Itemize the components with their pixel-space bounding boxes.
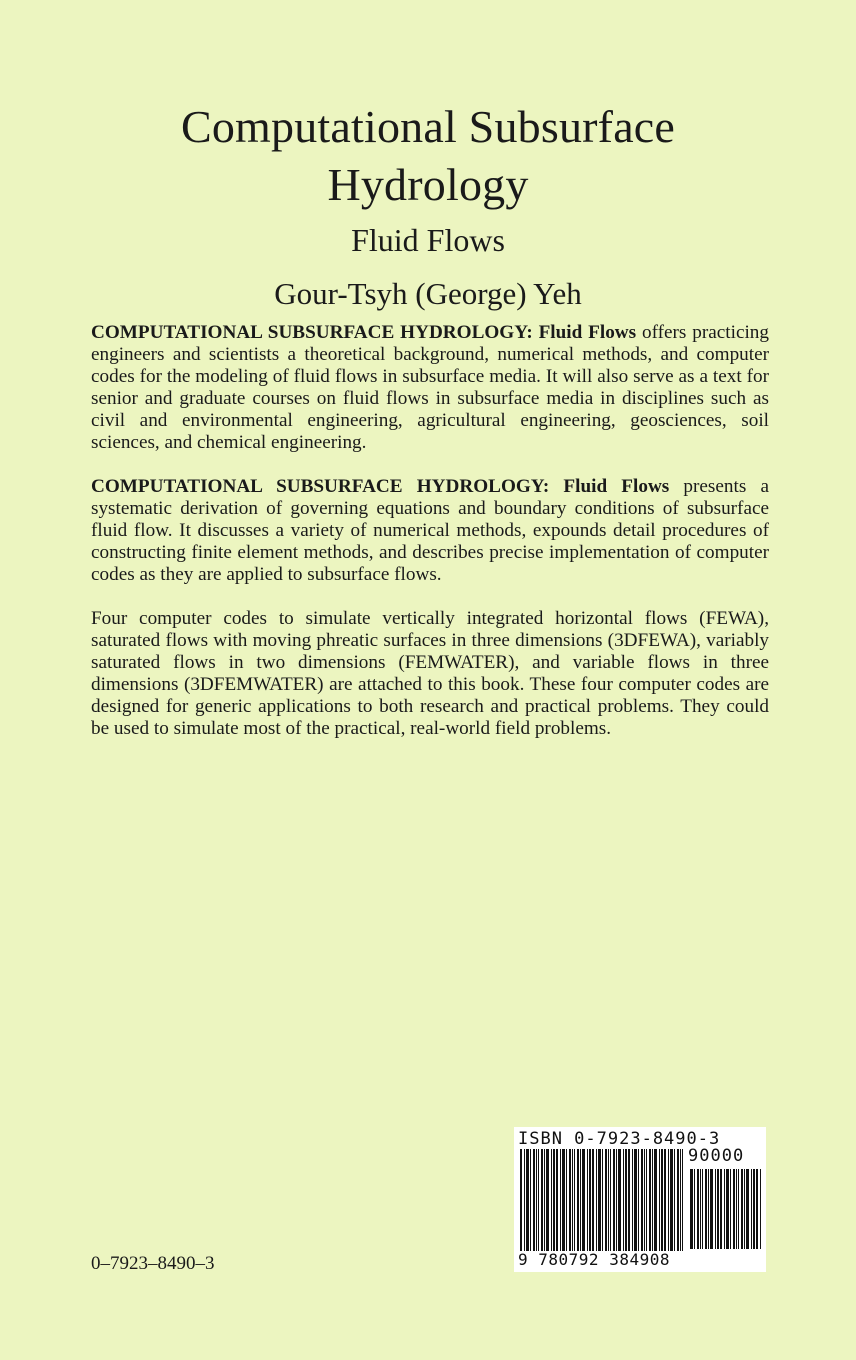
barcode-bar bbox=[668, 1149, 669, 1251]
barcode-bar bbox=[625, 1149, 627, 1251]
barcode-bar bbox=[744, 1169, 745, 1249]
barcode-bar bbox=[741, 1169, 743, 1249]
barcode-bar bbox=[700, 1169, 701, 1249]
price-code: 90000 bbox=[688, 1146, 745, 1166]
barcode bbox=[514, 1127, 766, 1272]
barcode-bar bbox=[682, 1149, 683, 1251]
barcode-bar bbox=[616, 1149, 617, 1251]
barcode-bar bbox=[582, 1149, 585, 1251]
barcode-bar bbox=[569, 1149, 571, 1251]
barcode-bar bbox=[560, 1149, 561, 1251]
barcode-bar bbox=[596, 1149, 597, 1251]
barcode-bar bbox=[628, 1149, 630, 1251]
barcode-bar bbox=[602, 1149, 603, 1251]
barcode-bar bbox=[538, 1149, 539, 1251]
barcode-bar bbox=[694, 1169, 695, 1249]
barcode-bar bbox=[644, 1149, 645, 1251]
barcode-bar bbox=[634, 1149, 637, 1251]
barcode-bar bbox=[705, 1169, 707, 1249]
barcode-bar bbox=[724, 1169, 725, 1249]
barcode-bar bbox=[574, 1149, 575, 1251]
barcode-bar bbox=[664, 1149, 666, 1251]
barcode-bar bbox=[690, 1169, 693, 1249]
barcode-bar bbox=[618, 1149, 621, 1251]
barcode-bar bbox=[652, 1149, 653, 1251]
barcode-bar bbox=[623, 1149, 624, 1251]
description-paragraph-3: Four computer codes to simulate vertically integrated horizontal flows (FEWA), saturated flows with moving phreatic surfaces in three dimensions (3DFEWA), variably saturated flows in two dimensions (FEMWATER), and variable flows in three dimensions (3DFEMWATER) are attached to this book. These four computer codes are designed for generic applications to both research and practical problems. They could be used to simulate most of the practical, real-world field problems. bbox=[91, 608, 769, 739]
barcode-bar bbox=[641, 1149, 643, 1251]
barcode-bar bbox=[551, 1149, 552, 1251]
barcode-bar bbox=[613, 1149, 615, 1251]
barcode-bar bbox=[717, 1169, 719, 1249]
barcode-bar bbox=[566, 1149, 567, 1251]
paragraph-2-text: presents a systematic derivation of governing equations and boundary conditions of subsurface fluid flow. It discusses a variety of numerical methods, expounds detail procedures of constructing finite element methods, and describes precise implementation of computer codes as they are applied to subsurface flows. bbox=[91, 476, 769, 585]
paragraph-1-bold-title: COMPUTATIONAL SUBSURFACE HYDROLOGY: Fluid Flows bbox=[91, 322, 637, 343]
barcode-bar bbox=[589, 1149, 591, 1251]
barcode-bar bbox=[730, 1169, 731, 1249]
barcode-bar bbox=[632, 1149, 633, 1251]
book-subtitle: Fluid Flows bbox=[351, 222, 505, 258]
barcode-bar bbox=[726, 1169, 729, 1249]
barcode-bar bbox=[638, 1149, 639, 1251]
barcode-bar bbox=[659, 1149, 660, 1251]
isbn-number: 0–7923–8490–3 bbox=[91, 1253, 215, 1274]
book-title-line-2: Hydrology bbox=[327, 159, 529, 210]
description-paragraph-1 bbox=[91, 322, 769, 454]
barcode-bar bbox=[756, 1169, 758, 1249]
barcode-bar bbox=[670, 1149, 673, 1251]
barcode-bar bbox=[733, 1169, 735, 1249]
barcode-bar bbox=[544, 1149, 545, 1251]
barcode-bar bbox=[753, 1169, 755, 1249]
barcode-bar bbox=[562, 1149, 565, 1251]
barcode-bar bbox=[720, 1169, 722, 1249]
barcode-bar bbox=[677, 1149, 679, 1251]
barcode-bar bbox=[533, 1149, 535, 1251]
barcode-bar bbox=[661, 1149, 663, 1251]
barcode-bar bbox=[738, 1169, 739, 1249]
book-author: Gour-Tsyh (George) Yeh bbox=[274, 276, 582, 311]
paragraph-1-text: offers practicing engineers and scientists a theoretical background, numerical methods, and computer codes for the modeling of fluid flows in subsurface media. It will also serve as a text for senior and graduate courses on fluid flows in subsurface media in disciplines such as civil and environmental engineering, agricultural engineering, geosciences, soil sciences, and chemical engineering. bbox=[91, 322, 769, 453]
barcode-bar bbox=[587, 1149, 588, 1251]
book-title-line-1: Computational Subsurface bbox=[180, 101, 676, 152]
barcode-isbn-label: ISBN 0-7923-8490-3 bbox=[518, 1129, 721, 1149]
barcode-bar bbox=[536, 1149, 537, 1251]
barcode-bar bbox=[610, 1149, 611, 1251]
barcode-bar bbox=[541, 1149, 543, 1251]
barcode-bar bbox=[702, 1169, 703, 1249]
barcode-bar bbox=[751, 1169, 752, 1249]
barcode-bar bbox=[715, 1169, 716, 1249]
description-text bbox=[91, 322, 769, 762]
barcode-bar bbox=[646, 1149, 647, 1251]
barcode-bar bbox=[697, 1169, 699, 1249]
barcode-bar bbox=[577, 1149, 579, 1251]
barcode-bar bbox=[760, 1169, 761, 1249]
description-paragraph-2 bbox=[91, 476, 769, 586]
barcode-bar bbox=[546, 1149, 549, 1251]
barcode-bar bbox=[598, 1149, 601, 1251]
barcode-bar bbox=[592, 1149, 594, 1251]
paragraph-2-bold-title: COMPUTATIONAL SUBSURFACE HYDROLOGY: Fluid Flows bbox=[91, 476, 670, 497]
barcode-bar bbox=[580, 1149, 581, 1251]
barcode-bar bbox=[526, 1149, 529, 1251]
barcode-bar bbox=[654, 1149, 657, 1251]
ean-digits: 9 780792 384908 bbox=[518, 1250, 670, 1269]
barcode-bar bbox=[708, 1169, 709, 1249]
price-barcode-bars bbox=[690, 1169, 762, 1267]
barcode-bar bbox=[710, 1169, 713, 1249]
barcode-bar bbox=[556, 1149, 558, 1251]
barcode-bar bbox=[680, 1149, 681, 1251]
title-block bbox=[0, 98, 856, 314]
barcode-bar bbox=[746, 1169, 749, 1249]
barcode-bar bbox=[649, 1149, 651, 1251]
barcode-bar bbox=[572, 1149, 573, 1251]
barcode-bar bbox=[736, 1169, 737, 1249]
barcode-bar bbox=[530, 1149, 531, 1251]
barcode-bar bbox=[674, 1149, 675, 1251]
barcode-bar bbox=[553, 1149, 555, 1251]
